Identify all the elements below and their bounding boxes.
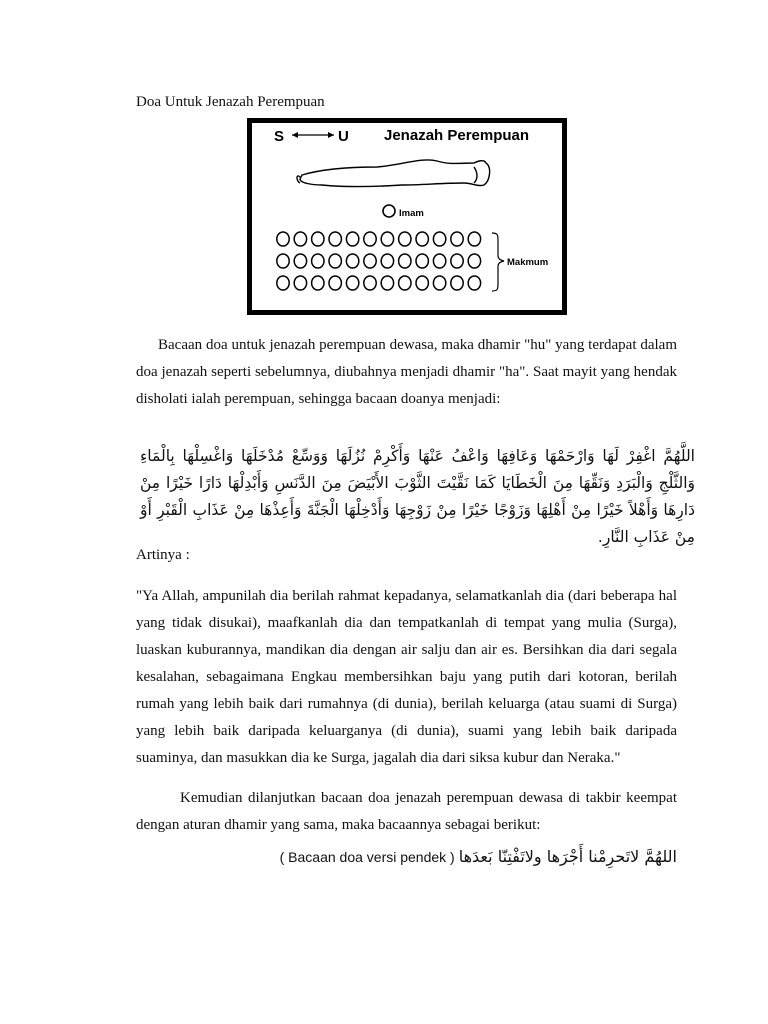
short-prayer-line xyxy=(136,847,677,867)
makmum-position-icon xyxy=(399,276,411,290)
makmum-position-icon xyxy=(364,276,376,290)
intro-paragraph: Bacaan doa untuk jenazah perempuan dewasa, maka dhamir "hu" yang terdapat dalam doa jenazah seperti sebelumnya, diubahnya menjadi dhamir "ha". Saat mayit yang hendak disholati ialah perempuan, sehingga bacaan doanya menjadi: xyxy=(136,337,677,407)
makmum-position-icon xyxy=(277,254,289,268)
makmum-position-icon xyxy=(468,232,480,246)
makmum-position-icon xyxy=(329,232,341,246)
makmum-position-icon xyxy=(451,232,463,246)
makmum-position-icon xyxy=(329,276,341,290)
makmum-position-icon xyxy=(294,254,306,268)
artinya-label: Artinya : xyxy=(136,547,190,563)
makmum-position-icon xyxy=(346,254,358,268)
makmum-position-icon xyxy=(433,254,445,268)
next-paragraph: Kemudian dilanjutkan bacaan doa jenazah perempuan dewasa di takbir keempat dengan aturan dhamir yang sama, maka bacaannya sebagai berikut: xyxy=(136,790,677,833)
makmum-position-icon xyxy=(329,254,341,268)
makmum-label: Makmum xyxy=(507,257,549,268)
makmum-rows xyxy=(277,232,481,290)
arabic-prayer-text: اللَّهُمَّ اغْفِرْ لَهَا وَارْحَمْهَا وَعَافِهَا وَاعْفُ عَنْهَا وَأَكْرِمْ نُزُلَهَا وَوَسِّعْ مُدْخَلَهَا وَاغْسِلْهَا بِالْمَاءِ وَالثَّلْجِ وَالْبَرَدِ وَنَقِّهَا مِنَ الْخَطَايَا كَمَا نَقَّيْتَ الثَّوْبَ الأَبْيَضَ مِنَ الدَّنَسِ وَأَبْدِلْهَا دَارًا خَيْرًا مِنْ دَارِهَا وَأَهْلاً خَيْرًا مِنْ أَهْلِهَا وَزَوْجًا خَيْرًا مِنْ زَوْجِهَا وَأَدْخِلْهَا الْجَنَّةَ وَأَعِذْهَا مِنْ عَذَابِ الْقَبْرِ أَوْ مِنْ عَذَابِ النَّارِ. xyxy=(140,447,695,546)
makmum-position-icon xyxy=(381,254,393,268)
south-label: S xyxy=(274,128,285,145)
makmum-position-icon xyxy=(346,232,358,246)
makmum-position-icon xyxy=(468,254,480,268)
makmum-position-icon xyxy=(381,232,393,246)
makmum-position-icon xyxy=(451,254,463,268)
deceased-body-icon xyxy=(297,160,490,187)
makmum-position-icon xyxy=(381,276,393,290)
makmum-position-icon xyxy=(399,254,411,268)
short-prayer-arabic: اللهُمَّ لاتَحرِمْنا أَجْرَها ولاتَفْتِنّا بَعدَها xyxy=(458,847,677,866)
makmum-position-icon xyxy=(364,232,376,246)
makmum-position-icon xyxy=(416,232,428,246)
document-title: Doa Untuk Jenazah Perempuan xyxy=(136,94,325,110)
makmum-position-icon xyxy=(433,276,445,290)
makmum-position-icon xyxy=(277,232,289,246)
makmum-position-icon xyxy=(294,232,306,246)
diagram-svg xyxy=(252,123,562,310)
makmum-position-icon xyxy=(399,232,411,246)
short-prayer-label: ( Bacaan doa versi pendek ) xyxy=(279,849,455,865)
diagram-heading: Jenazah Perempuan xyxy=(384,127,530,144)
makmum-position-icon xyxy=(451,276,463,290)
translation-paragraph: "Ya Allah, ampunilah dia berilah rahmat kepadanya, selamatkanlah dia (dari beberapa hal yang tidak disukai), maafkanlah dia dan tempatkanlah di tempat yang mulia (Surga), luaskan kuburannya, mandikan dia dengan air salju dan air es. Bersihkan dia dari segala kesalahan, sebagaimana Engkau membersihkan baju yang putih dari kotoran, berilah rumah yang lebih baik dari rumahnya (di dunia), berilah keluarga (atau suami di Surga) yang lebih baik daripada keluarganya (di dunia), suami yang lebih baik daripada suaminya, dan masukkan dia ke Surga, jagalah dia dari siksa kubur dan Neraka." xyxy=(136,588,677,766)
makmum-position-icon xyxy=(294,276,306,290)
makmum-position-icon xyxy=(312,254,324,268)
makmum-position-icon xyxy=(416,254,428,268)
imam-label: Imam xyxy=(399,208,424,219)
makmum-position-icon xyxy=(277,276,289,290)
makmum-position-icon xyxy=(364,254,376,268)
makmum-position-icon xyxy=(468,276,480,290)
north-label: U xyxy=(338,128,349,145)
makmum-position-icon xyxy=(346,276,358,290)
imam-position-icon xyxy=(383,205,395,217)
direction-arrow-icon xyxy=(292,132,334,138)
makmum-brace-icon xyxy=(492,233,504,291)
makmum-position-icon xyxy=(416,276,428,290)
makmum-position-icon xyxy=(312,232,324,246)
makmum-position-icon xyxy=(433,232,445,246)
makmum-position-icon xyxy=(312,276,324,290)
shalat-position-diagram xyxy=(247,118,567,315)
